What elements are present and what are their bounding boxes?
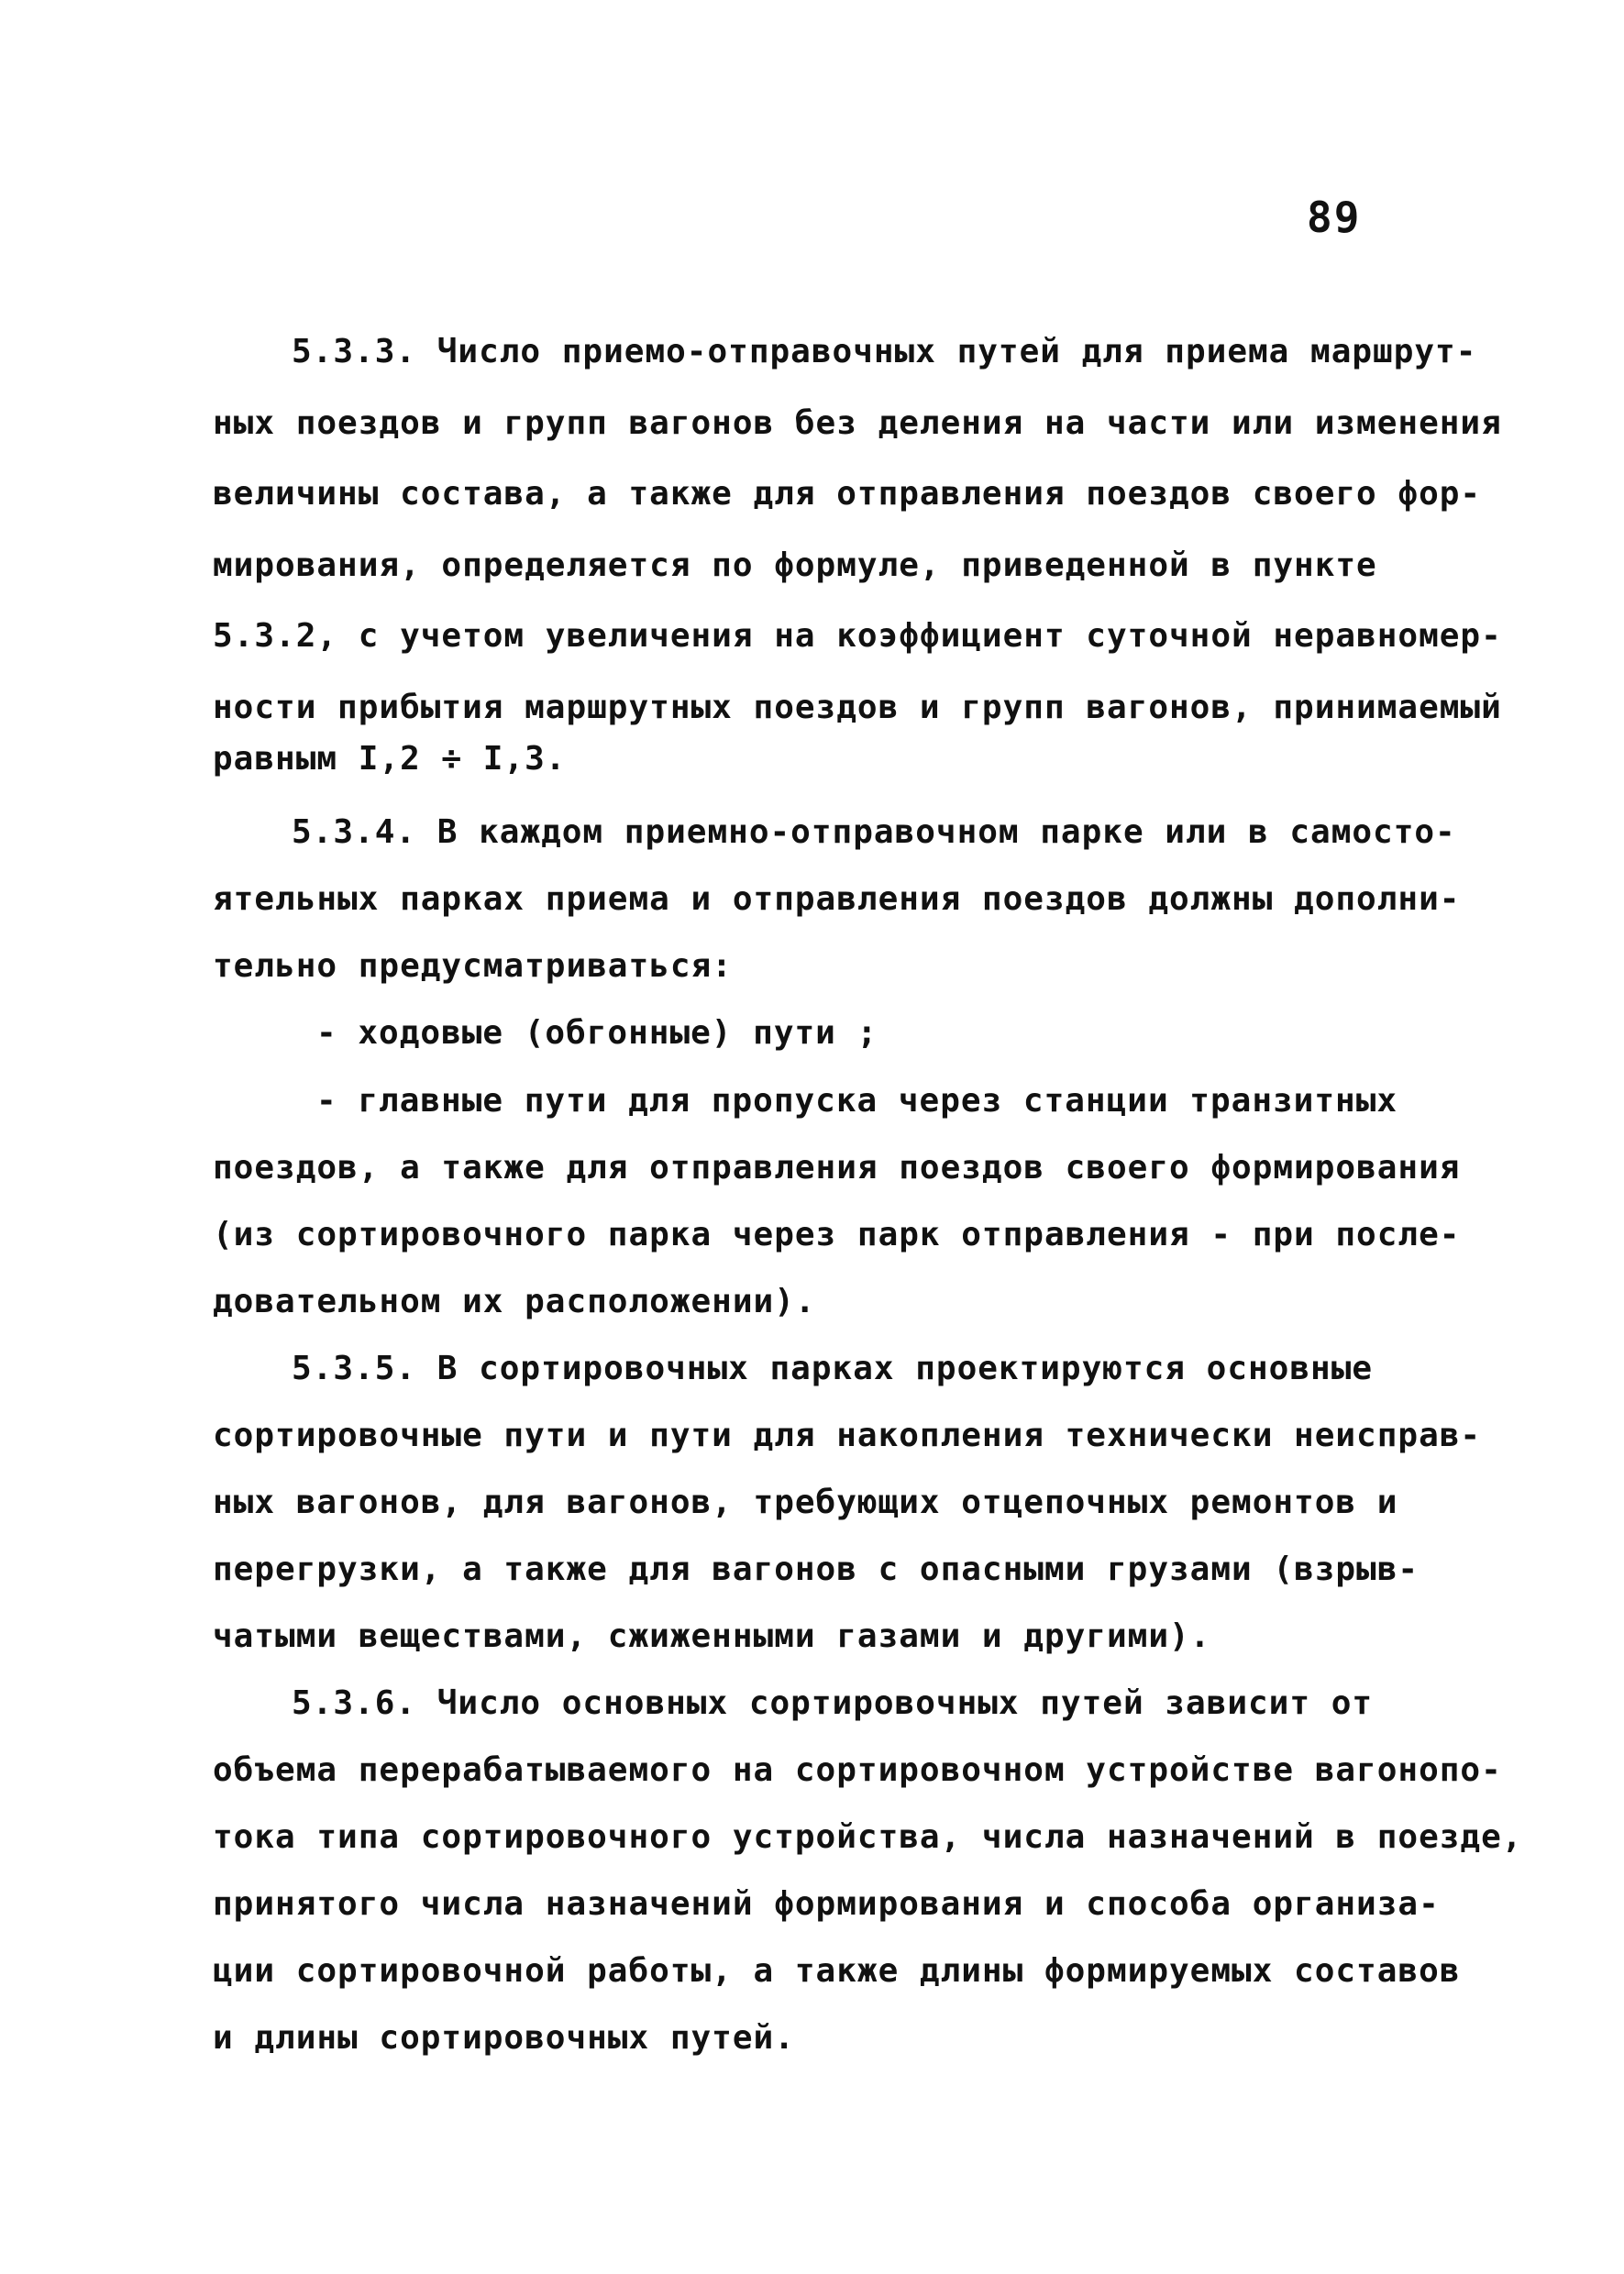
text-line: 5.3.3. Число приемо-отправочных путей для приема маршрут- bbox=[292, 333, 1477, 370]
text-line: поездов, а также для отправления поездов своего формирования bbox=[213, 1149, 1461, 1187]
text-line: ятельных парках приема и отправления поездов должны дополни- bbox=[213, 880, 1461, 918]
text-line: тельно предусматриваться: bbox=[213, 947, 733, 985]
text-line: 5.3.6. Число основных сортировочных путей зависит от bbox=[292, 1684, 1374, 1722]
text-line: 5.3.2, с учетом увеличения на коэффициент суточной неравномер- bbox=[213, 617, 1502, 655]
text-line: довательном их расположении). bbox=[213, 1283, 816, 1320]
text-line: перегрузки, а также для вагонов с опасными грузами (взрыв- bbox=[213, 1551, 1420, 1588]
text-line: объема перерабатываемого на сортировочном устройстве вагонопо- bbox=[213, 1751, 1502, 1789]
text-line: - главные пути для пропуска через станции транзитных bbox=[316, 1082, 1398, 1120]
text-line: принятого числа назначений формирования и способа организа- bbox=[213, 1885, 1440, 1923]
text-line: ных поездов и групп вагонов без деления на части или изменения bbox=[213, 404, 1502, 442]
page-number: 89 bbox=[1307, 193, 1362, 242]
text-line: ции сортировочной работы, а также длины формируемых составов bbox=[213, 1952, 1461, 1990]
text-line: сортировочные пути и пути для накопления технически неисправ- bbox=[213, 1417, 1482, 1454]
text-line: равным I,2 ÷ I,3. bbox=[213, 740, 567, 778]
text-line: и длины сортировочных путей. bbox=[213, 2019, 795, 2057]
text-line: чатыми веществами, сжиженными газами и другими). bbox=[213, 1617, 1211, 1655]
text-line: - ходовые (обгонные) пути ; bbox=[316, 1014, 878, 1052]
text-line: мирования, определяется по формуле, приведенной в пункте bbox=[213, 546, 1377, 584]
text-line: величины состава, а также для отправления поездов своего фор- bbox=[213, 475, 1482, 513]
text-line: ности прибытия маршрутных поездов и групп вагонов, принимаемый bbox=[213, 689, 1502, 726]
text-line: 5.3.4. В каждом приемно-отправочном парке или в самосто- bbox=[292, 813, 1456, 851]
text-line: тока типа сортировочного устройства, числа назначений в поезде, bbox=[213, 1818, 1523, 1856]
text-line: ных вагонов, для вагонов, требующих отцепочных ремонтов и bbox=[213, 1484, 1398, 1521]
text-line: 5.3.5. В сортировочных парках проектируются основные bbox=[292, 1350, 1374, 1387]
text-line: (из сортировочного парка через парк отправления - при после- bbox=[213, 1216, 1461, 1253]
